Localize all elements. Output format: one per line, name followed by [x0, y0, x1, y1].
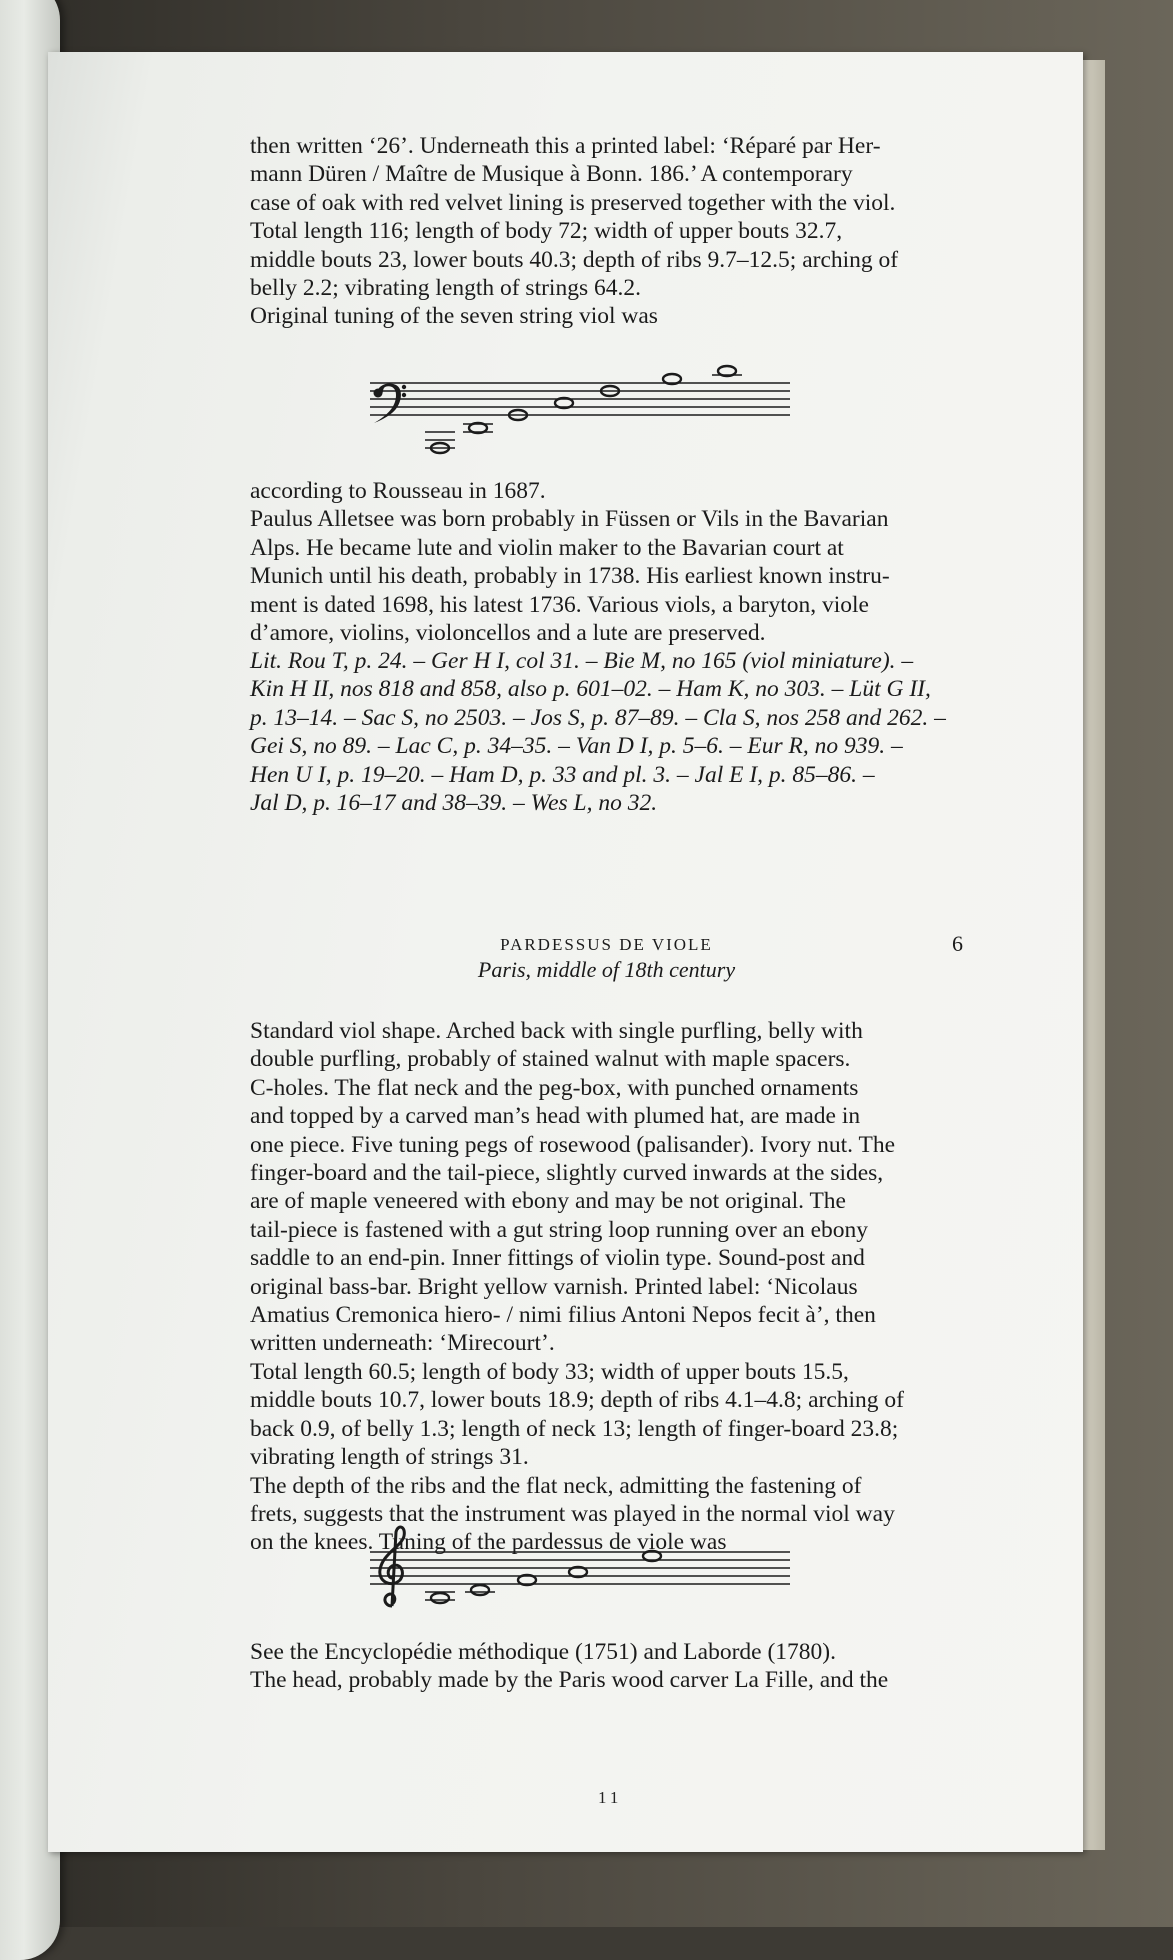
text-line: vibrating length of strings 31.: [250, 1444, 529, 1471]
text-line: then written ‘26’. Underneath this a printed label: ‘Réparé par Her-: [250, 133, 881, 159]
reference-line: Kin H II, nos 818 and 858, also p. 601–02. – Ham K, no 303. – Lüt G II,: [250, 676, 931, 703]
entry-subtitle: Paris, middle of 18th century: [477, 957, 736, 982]
text-line: one piece. Five tuning pegs of rosewood (palisander). Ivory nut. The: [250, 1131, 895, 1158]
text-line: Amatius Cremonica hiero- / nimi filius Antoni Nepos fecit à’, then: [250, 1302, 876, 1329]
text-line: The head, probably made by the Paris wood carver La Fille, and the: [250, 1667, 889, 1694]
text-line: mann Düren / Maître de Musique à Bonn. 186.’ A contemporary: [250, 161, 853, 188]
whole-note: [471, 1585, 489, 1595]
text-line: belly 2.2; vibrating length of strings 64.2.: [250, 275, 641, 302]
text-line: Total length 116; length of body 72; width of upper bouts 32.7,: [250, 218, 843, 245]
text-line: saddle to an end-pin. Inner fittings of violin type. Sound-post and: [250, 1245, 865, 1272]
reference-line: Jal D, p. 16–17 and 38–39. – Wes L, no 32.: [250, 790, 658, 817]
text-line: middle bouts 23, lower bouts 40.3; depth of ribs 9.7–12.5; arching of: [250, 246, 899, 273]
text-line: double purfling, probably of stained walnut with maple spacers.: [250, 1046, 851, 1073]
entry-6-continuation: [250, 1638, 963, 1695]
whole-note: [431, 1593, 449, 1603]
text-line: Paulus Alletsee was born probably in Füssen or Vils in the Bavarian: [250, 506, 889, 533]
reference-line: Gei S, no 89. – Lac C, p. 34–35. – Van D I, p. 5–6. – Eur R, no 939. –: [250, 733, 903, 760]
reference-line: Hen U I, p. 19–20. – Ham D, p. 33 and pl. 3. – Jal E I, p. 85–86. –: [250, 761, 875, 788]
text-line: on the knees. Tuning of the pardessus de viole was: [250, 1529, 727, 1556]
entry-6-description: [250, 1017, 963, 1557]
text-line: written underneath: ‘Mirecourt’.: [250, 1330, 555, 1357]
text-line: and topped by a carved man’s head with plumed hat, are made in: [250, 1103, 861, 1130]
bass-clef-icon: [374, 384, 407, 424]
text-line: are of maple veneered with ebony and may be not original. The: [250, 1188, 846, 1215]
entry-title: PARDESSUS DE VIOLE: [500, 935, 713, 954]
treble-clef-tuning-staff: [370, 1522, 790, 1622]
entry-number: 6: [952, 931, 963, 956]
text-line: original bass-bar. Bright yellow varnish. Printed label: ‘Nicolaus: [250, 1273, 858, 1300]
text-line: Original tuning of the seven string viol was: [250, 303, 658, 330]
text-line: according to Rousseau in 1687.: [250, 478, 546, 504]
maker-biography: [250, 477, 963, 647]
text-line: d’amore, violins, violoncellos and a lute are preserved.: [250, 620, 766, 647]
text-line: See the Encyclopédie méthodique (1751) and Laborde (1780).: [250, 1639, 836, 1665]
text-line: Standard viol shape. Arched back with single purfling, belly with: [250, 1018, 863, 1044]
text-line: Alps. He became lute and violin maker to the Bavarian court at: [250, 534, 844, 561]
text-line: Total length 60.5; length of body 33; width of upper bouts 15.5,: [250, 1358, 849, 1385]
treble-clef-icon: [380, 1527, 405, 1606]
text-line: frets, suggests that the instrument was played in the normal viol way: [250, 1500, 895, 1527]
book-page: [48, 52, 1083, 1852]
text-line: finger-board and the tail-piece, slightly curved inwards at the sides,: [250, 1160, 884, 1187]
text-line: middle bouts 10.7, lower bouts 18.9; depth of ribs 4.1–4.8; arching of: [250, 1387, 905, 1414]
reference-line: Lit. Rou T, p. 24. – Ger H I, col 31. – Bie M, no 165 (viol miniature). –: [250, 648, 914, 674]
text-line: Munich until his death, probably in 1738. His earliest known instru-: [250, 563, 890, 590]
bass-clef-tuning-staff: [370, 357, 790, 467]
text-line: case of oak with red velvet lining is preserved together with the viol.: [250, 189, 896, 216]
entry-6-heading: [250, 931, 963, 983]
text-line: ment is dated 1698, his latest 1736. Various viols, a baryton, viole: [250, 591, 869, 618]
text-line: tail-piece is fastened with a gut string loop running over an ebony: [250, 1216, 869, 1243]
entry-5-description: [250, 132, 963, 331]
text-line: C-holes. The flat neck and the peg-box, with punched ornaments: [250, 1074, 859, 1101]
text-line: The depth of the ribs and the flat neck, admitting the fastening of: [250, 1472, 862, 1499]
literature-references: [250, 647, 963, 817]
page-number: 11: [598, 1788, 623, 1807]
reference-line: p. 13–14. – Sac S, no 2503. – Jos S, p. 87–89. – Cla S, nos 258 and 262. –: [250, 704, 946, 731]
text-line: back 0.9, of belly 1.3; length of neck 13; length of finger-board 23.8;: [250, 1415, 899, 1442]
